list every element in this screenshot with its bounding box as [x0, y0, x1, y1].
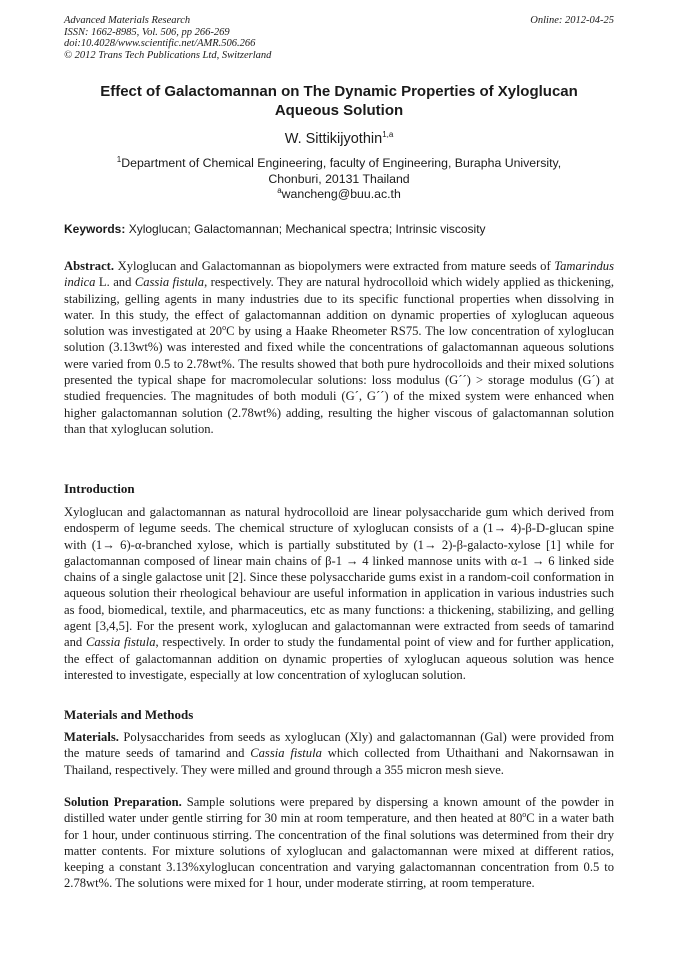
title-line-2: Aqueous Solution: [274, 102, 404, 119]
abstract-label: Abstract.: [64, 259, 115, 273]
keywords-text: Xyloglucan; Galactomannan; Mechanical spectra; Intrinsic viscosity: [128, 222, 486, 236]
keywords: [64, 222, 614, 236]
keywords-label: Keywords:: [64, 222, 126, 236]
introduction-text: Xyloglucan and galactomannan as natural hydrocolloid are linear polysaccharide gum which derived from endosperm of legume seeds. The chemical structure of xyloglucan consists of a (1→ 4)-β-D-glucan spine with (1→ 6)-α-branched xylose, which is partially substituted by (1→ 2)-β-galacto-xylose [1] while for galactomannan composed of linear main chains of β-1 → 4 linked mannose units with α-1 → 6 linked side chains of a single galactose unit [2]. Since these polysaccharide gums exist in a random-coil conformation in aqueous solution their rheological behaviour are useful information in application in various industries such as food, biomedical, textile, and pharmaceutics, etc as many functions: a thickening, stabilizing, and gelling agent [3,4,5]. For the present work, xyloglucan and galactomannan were extracted from seeds of tamarind and Cassia fistula, respectively. In order to study the fundamental point of view and for further application, the effect of galactomannan addition on dynamic properties of xyloglucan aqueous solution was hence interested to investigate, especially at low concentration of xyloglucan solution.: [64, 505, 614, 682]
journal-header: [64, 15, 271, 61]
introduction-heading: Introduction: [64, 481, 135, 496]
affiliation: [64, 156, 614, 203]
author: [64, 131, 614, 147]
author-email: $^a$wancheng@buu.ac.th: [277, 185, 401, 201]
materials-label: Materials.: [64, 730, 119, 744]
methods-heading: Materials and Methods: [64, 707, 194, 722]
solution-preparation-label: Solution Preparation.: [64, 795, 182, 809]
title-line-1: Effect of Galactomannan on The Dynamic Properties of Xyloglucan: [100, 83, 578, 100]
author-name: W. Sittikijyothin: [284, 131, 383, 147]
journal-name: Advanced Materials Research: [64, 15, 191, 26]
abstract: Abstract. Xyloglucan and Galactomannan as biopolymers were extracted from mature seeds of Tamarindus indica L. and Cassia fistula, respectively. They are natural hydrocolloid which widely applied as thickening, stabilizing, gelling agents in many industries due to its specific functional properties when dissolving in water. In this study, the effect of galactomannan addition on dynamic properties of xyloglucan aqueous solution was investigated at 20$^o$C by using a Haake Rheometer RS75. The low concentration of xyloglucan solution (3.13wt%) was interested and fixed while the concentrations of galactomannan aqueous solutions were varied from 0.5 to 2.78wt%. The results showed that both pure hydrocolloids and their mixed solutions presented the typical shape for macromolecular solutions: loss modulus (G´´) > storage modulus (G´) at studied frequencies. The magnitudes of both moduli (G´, G´´) of the mixed system were enhanced when higher galactomannan solution (2.78wt%) adding, resulting the higher viscous of galactomannan solution than that xyloglucan solution.: [64, 259, 615, 436]
affiliation-line-1: $^1$Department of Chemical Engineering, faculty of Engineering, Burapha University,: [116, 154, 562, 170]
paper-title: [64, 82, 614, 120]
affiliation-line-2: Chonburi, 20131 Thailand: [268, 171, 410, 186]
doi: doi:10.4028/www.scientific.net/AMR.506.266: [64, 38, 256, 49]
issn: ISSN: 1662-8985, Vol. 506, pp 266-269: [64, 26, 230, 38]
online-date: Online: 2012-04-25: [530, 15, 614, 26]
author-sup: 1,a: [382, 130, 394, 140]
solution-preparation-paragraph: Solution Preparation. Sample solutions were prepared by dispersing a known amount of the powder in distilled water under gentle stirring for 30 min at room temperature, and then heated at 80$^o$C in a water bath for 1 hour, under continuous stirring. The concentration of the final solutions was determined from their dry matter contents. For mixture solutions of xyloglucan and galactomannan were mixed at different ratios, keeping a constant 3.13%xyloglucan concentration and varying galactomannan concentration from 0.5 to 2.78wt%. The solutions were mixed for 1 hour, under moderate stirring, at room temperature.: [64, 795, 614, 891]
copyright: © 2012 Trans Tech Publications Ltd, Switzerland: [64, 49, 272, 61]
materials-paragraph: Materials. Polysaccharides from seeds as xyloglucan (Xly) and galactomannan (Gal) were provided from the mature seeds of tamarind and Cassia fistula which collected from Uthaithani and Nakornsawan in Thailand, respectively. They were milled and ground through a 355 micron mesh sieve.: [64, 730, 614, 777]
